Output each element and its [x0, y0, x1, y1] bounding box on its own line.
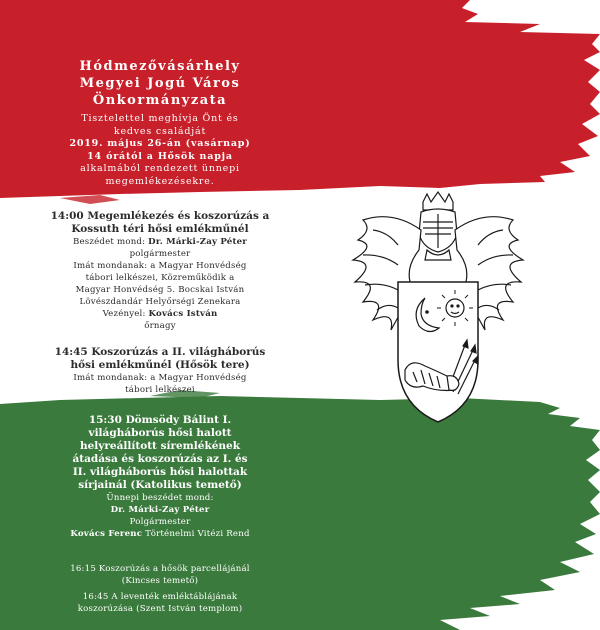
event-3-heading-4: átadása és koszorúzás az I. és: [72, 453, 248, 465]
conductor-label: Vezényel:: [102, 309, 146, 319]
event-1-conductor: [10, 308, 310, 320]
event-3-speech-label: Ünnepi beszédet mond:: [106, 493, 214, 503]
event-3-heading-6: sírjainál (Katolikus temető): [78, 479, 242, 491]
conductor-name: Kovács István: [148, 309, 218, 319]
speaker-role: polgármester: [129, 249, 191, 259]
event-3-heading-1: 15:30 Dömsödy Bálint I.: [88, 414, 232, 426]
event-5: [10, 591, 310, 615]
event-1: [10, 210, 310, 332]
prayer-line-1: Imát mondanak: a Magyar Honvédség: [73, 261, 247, 271]
title-line-3: Önkormányzata: [92, 93, 228, 108]
page-title: [40, 58, 280, 109]
event-3-guest: [10, 528, 310, 540]
event-2-prayer-1: Imát mondanak: a Magyar Honvédség: [73, 373, 247, 383]
coat-of-arms-icon: [343, 190, 533, 430]
invite-line-1: Tisztelettel meghívja Önt és: [81, 113, 239, 124]
guest-org: Történelmi Vitézi Rend: [145, 529, 250, 539]
event-5-line-1: 16:45 A leventék emléktáblájának: [82, 592, 238, 602]
conductor-role: őrnagy: [144, 321, 176, 331]
speaker-name: Dr. Márki-Zay Péter: [148, 237, 248, 247]
event-3-speaker: [10, 504, 310, 516]
event-3-heading-3: helyreállított síremlékének: [79, 440, 241, 452]
speech-label: Beszédet mond:: [72, 237, 146, 247]
event-3-heading-2: világháborús hősi halott: [88, 427, 232, 439]
event-1-speech: [10, 236, 310, 248]
event-2-heading-1: 14:45 Koszorúzás a II. világháborús: [54, 346, 266, 358]
event-3-heading-5: II. világháborús hősi halottak: [72, 466, 248, 478]
event-1-heading-1: 14:00 Megemlékezés és koszorúzás a: [50, 210, 270, 222]
event-3: [10, 414, 310, 540]
prayer-line-4: Lövészdandár Helyőrségi Zenekara: [79, 297, 241, 307]
event-3-speaker-role: Polgármester: [129, 517, 191, 527]
invite-line-6: megemlékezésekre.: [105, 175, 215, 187]
event-1-heading-2: Kossuth téri hősi emlékműnél: [71, 223, 249, 235]
prayer-line-3: Magyar Honvédség 5. Bocskai István: [75, 285, 245, 295]
event-2-prayer-2: tábori lelkészei: [125, 385, 195, 395]
event-4-line-2: (Kincses temető): [121, 576, 199, 586]
prayer-line-2: tábori lelkészei, Közreműködik a: [85, 273, 235, 283]
invite-line-5: alkalmából rendezett ünnepi: [80, 163, 240, 174]
invite-line-4: 14 órától a Hősök napja: [87, 150, 233, 162]
event-2-heading-2: hősi emlékműnél (Hősök tere): [70, 359, 250, 371]
invite-line-3: 2019. május 26-án (vasárnap): [69, 138, 251, 149]
guest-name: Kovács Ferenc: [70, 529, 143, 539]
event-2: [10, 346, 310, 396]
event-4-line-1: 16:15 Koszorúzás a hősök parcellájánál: [70, 564, 250, 574]
event-3-speaker-name: Dr. Márki-Zay Péter: [110, 505, 210, 515]
title-line-1: Hódmezővásárhely: [79, 59, 241, 74]
event-4: [10, 563, 310, 587]
invite-line-2: kedves családját: [113, 125, 207, 137]
invitation-text: [20, 113, 300, 188]
event-5-line-2: koszorúzása (Szent István templom): [77, 604, 243, 614]
title-line-2: Megyei Jogú Város: [79, 76, 241, 91]
